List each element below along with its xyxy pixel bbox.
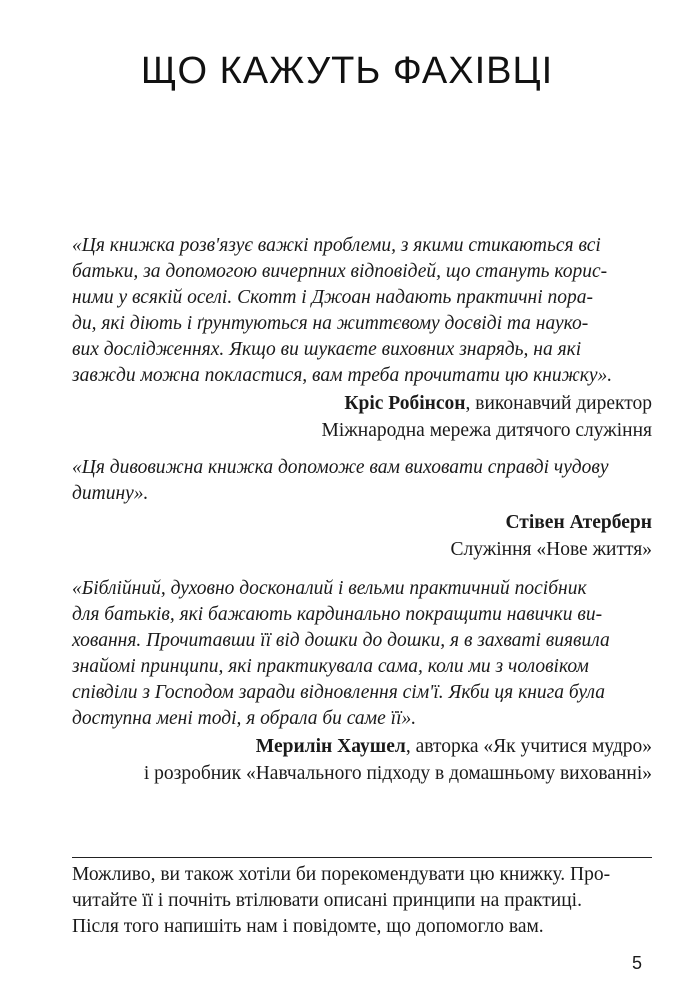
author-role: , виконавчий директор bbox=[465, 393, 652, 414]
author-name: Стівен Атерберн bbox=[505, 512, 652, 533]
quote-line: доступна мені тоді, я обрала би саме її». bbox=[72, 708, 417, 729]
quote-line: «Біблійний, духовно досконалий і вельми практичний посібник bbox=[72, 578, 587, 599]
note-line: Після того напишіть нам і повідомте, що допомогло вам. bbox=[72, 916, 544, 937]
author-organization: і розробник «Навчального підходу в домашньому вихованні» bbox=[143, 763, 652, 784]
author-organization: Міжнародна мережа дитячого служіння bbox=[321, 420, 652, 441]
quote-line: батьки, за допомогою вичерпних відповідей, що стануть корис- bbox=[72, 261, 608, 282]
testimonial-signature bbox=[72, 509, 652, 563]
page-number: 5 bbox=[632, 953, 643, 973]
quote-line: ховання. Прочитавши її від дошки до дошки, я в захваті виявила bbox=[72, 630, 610, 651]
testimonial-arterburn bbox=[72, 455, 652, 563]
quote-line: «Ця книжка розв'язує важкі проблеми, з якими стикаються всі bbox=[72, 235, 601, 256]
testimonial-robinson bbox=[72, 233, 652, 444]
note-line: читайте її і почніть втілювати описані принципи на практиці. bbox=[72, 890, 582, 911]
note-line: Можливо, ви також хотіли би порекомендувати цю книжку. Про- bbox=[72, 864, 611, 885]
author-name: Кріс Робінсон bbox=[344, 393, 466, 414]
quote-line: ними у всякій оселі. Скотт і Джоан надають практичні пора- bbox=[72, 287, 594, 308]
footer-note bbox=[72, 862, 652, 940]
testimonial-quote bbox=[72, 576, 652, 732]
quote-line: завжди можна покластися, вам треба прочитати цю книжку». bbox=[72, 365, 613, 386]
testimonial-quote bbox=[72, 455, 652, 507]
testimonial-quote bbox=[72, 233, 652, 389]
author-organization: Служіння «Нове життя» bbox=[450, 539, 652, 560]
page-title: ЩО КАЖУТЬ ФАХІВЦІ bbox=[140, 50, 554, 92]
quote-line: ди, які діють і ґрунтуються на життєвому досвіді та науко- bbox=[72, 313, 589, 334]
quote-line: для батьків, які бажають кардинально покращити навички ви- bbox=[72, 604, 603, 625]
footer-divider bbox=[72, 857, 652, 858]
testimonial-signature bbox=[72, 733, 652, 787]
quote-line: вих дослідженнях. Якщо ви шукаєте виховних знарядь, на які bbox=[72, 339, 582, 360]
quote-line: дитину». bbox=[72, 483, 149, 504]
quote-line: співділи з Господом заради відновлення сім'ї. Якби ця книга була bbox=[72, 682, 606, 703]
quote-line: «Ця дивовижна книжка допоможе вам виховати справді чудову bbox=[72, 457, 609, 478]
author-name: Мерилін Хаушел bbox=[255, 736, 406, 757]
quote-line: знайомі принципи, які практикувала сама, коли ми з чоловіком bbox=[72, 656, 589, 677]
testimonial-haushel bbox=[72, 576, 652, 787]
author-role: , авторка «Як учитися мудро» bbox=[405, 736, 652, 757]
testimonial-signature bbox=[72, 390, 652, 444]
